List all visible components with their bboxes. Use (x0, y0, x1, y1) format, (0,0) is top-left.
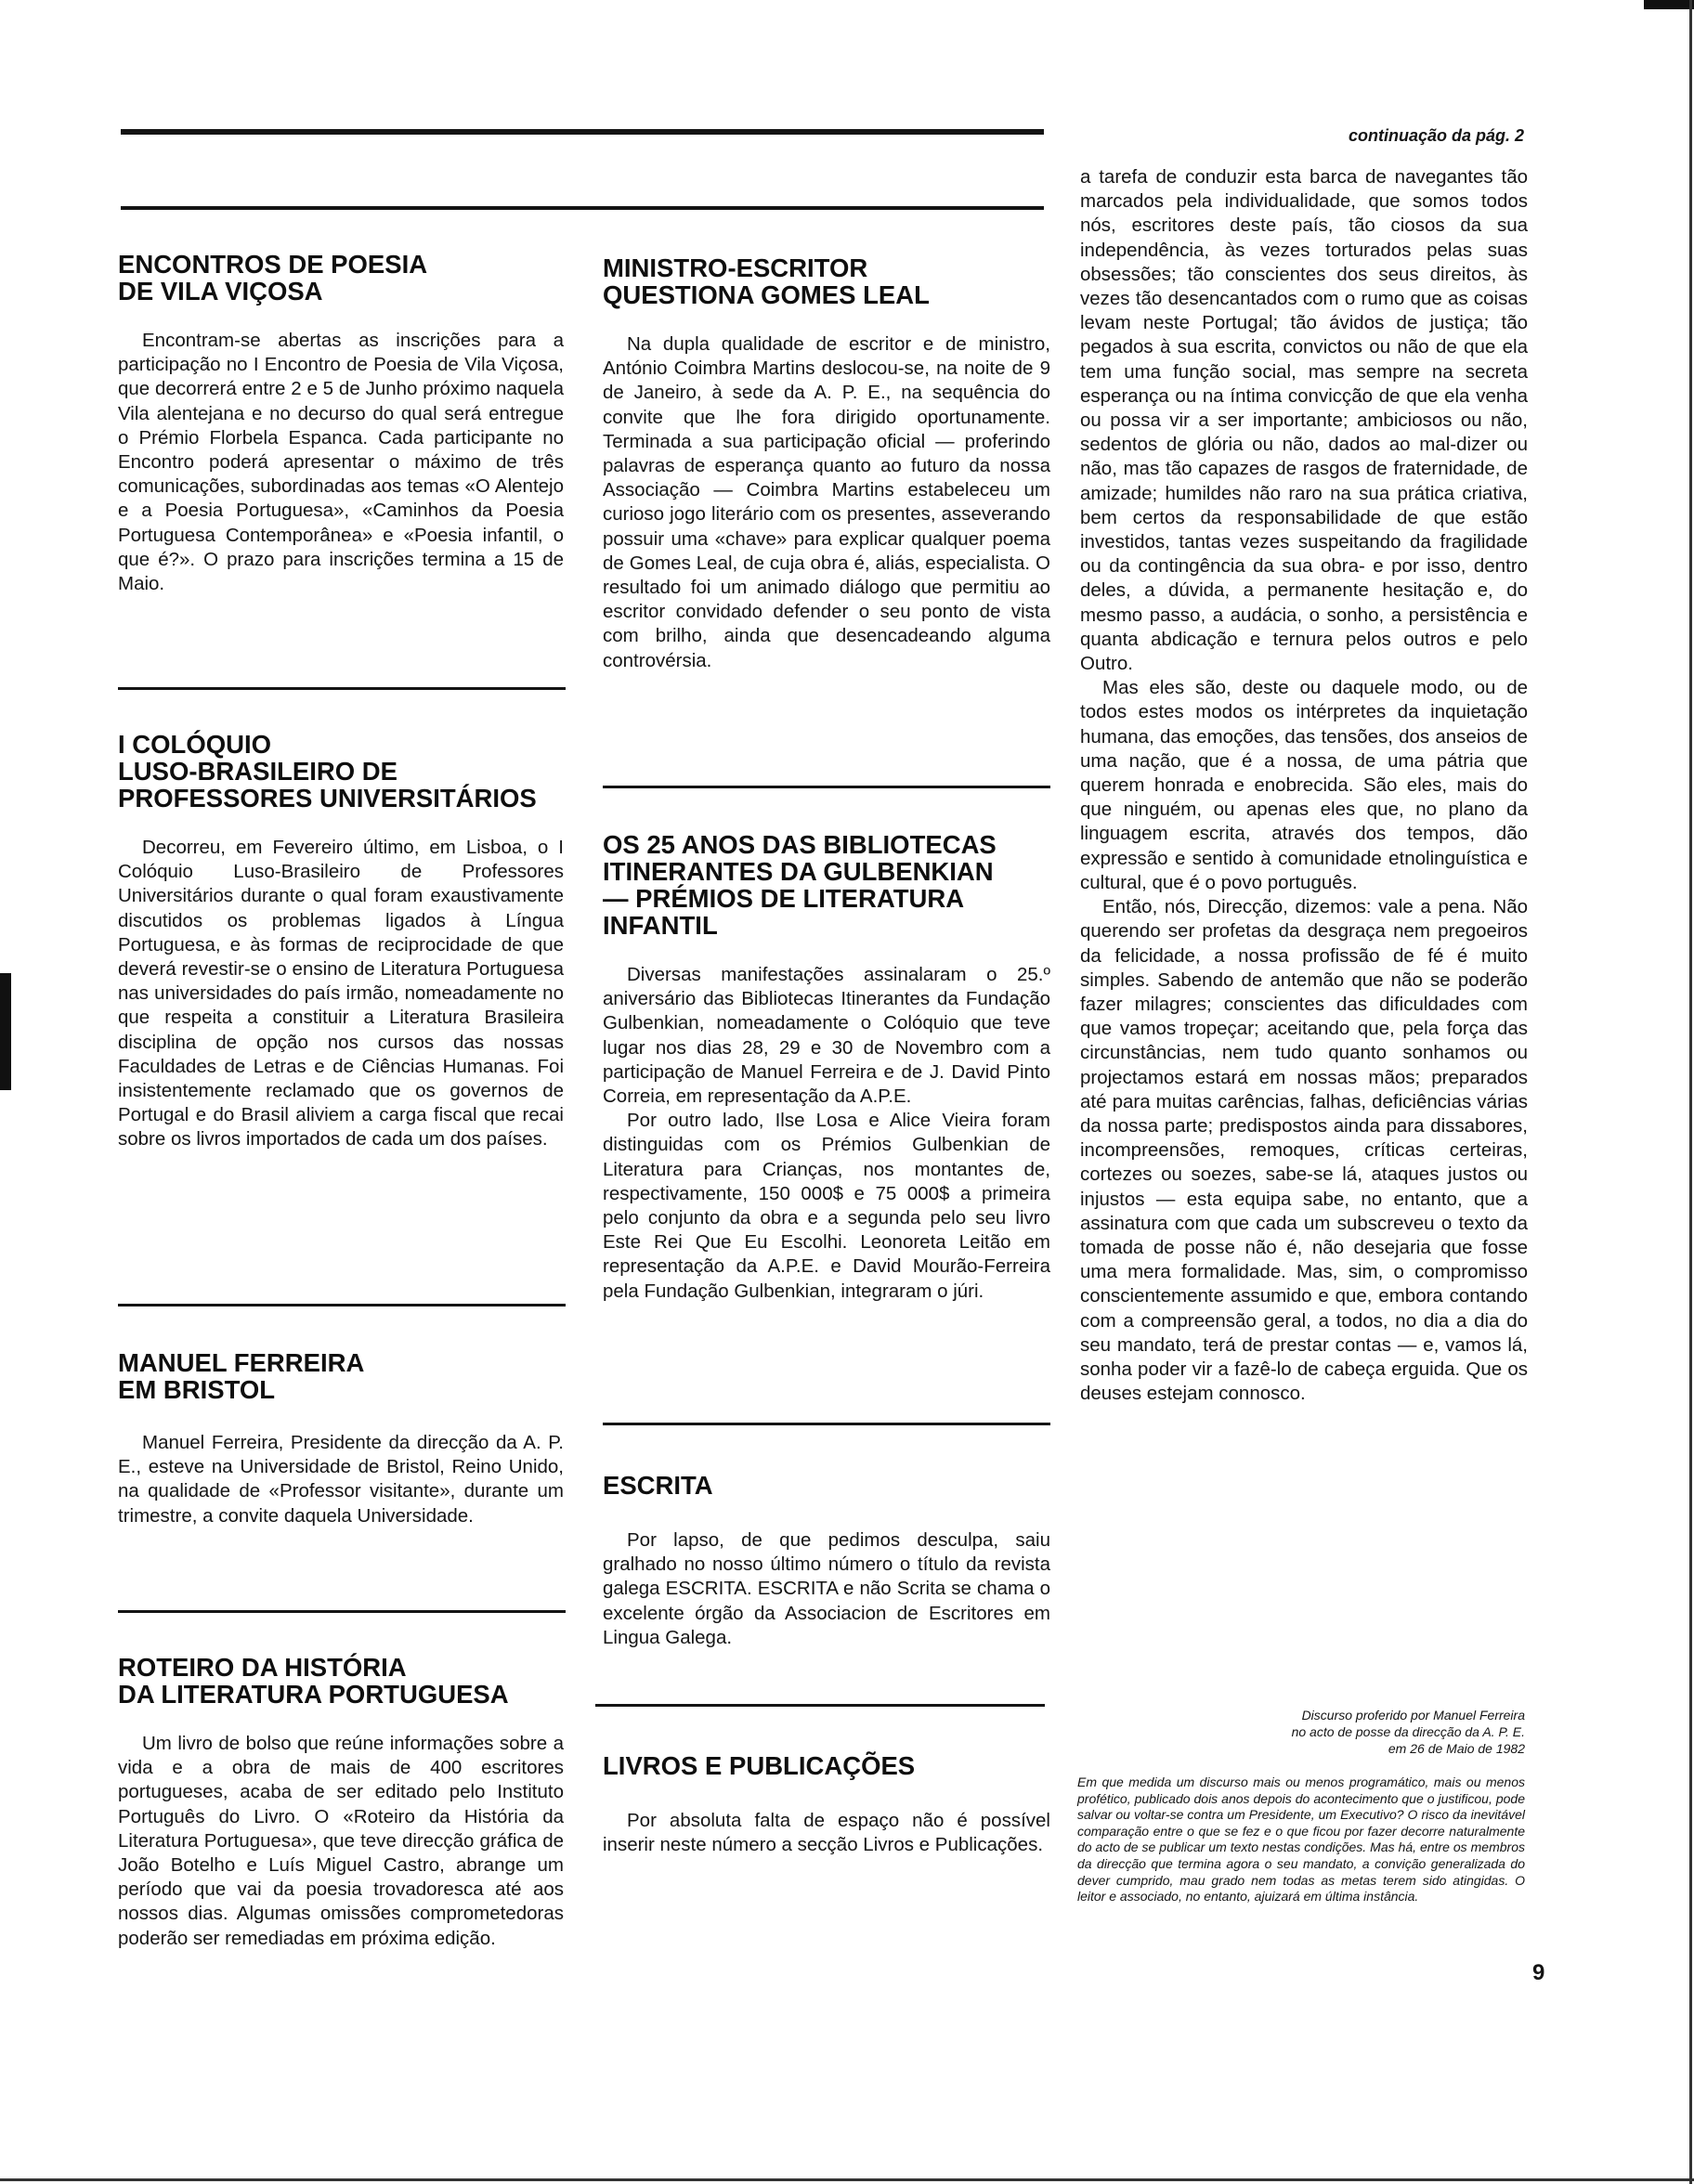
article-livros (603, 1752, 1050, 1857)
page-number: 9 (1532, 1960, 1545, 1985)
article-title: MANUEL FERREIRA EM BRISTOL (118, 1348, 365, 1404)
article-paragraph: Por absoluta falta de espaço não é possível inserir neste número a secção Livros e Publicações. (603, 1810, 1050, 1856)
divider (603, 1423, 1050, 1425)
continuation-paragraph: a tarefa de conduzir esta barca de navegantes tão marcados pela individualidade, que somos todos nós, escritores deste país, tão ciosos da sua independência, às vezes torturados pelas suas obsessões; tão conscientes dos seus direitos, às vezes tão desencantados com o rumo que as coisas levam neste Portugal; tão ávidos de justiça; tão pegados à sua escrita, convictos ou não de que ela tem uma função social, mas sempre na secreta esperança ou na íntima convicção de que ela venha ou possa vir a ser importante; ambiciosos ou não, sedentos de glória ou não, dados ao mal-dizer ou não, mas tão capazes de rasgos de fraternidade, de amizade; humildes não raro na sua prática criativa, bem certos da responsabilidade de que estão investidos, tantas vezes suspeitando da fragilidade ou da contingência da sua obra- e por isso, dentro deles, a dúvida, a permanente hesitação e, do mesmo passo, a audácia, o sonho, a persistência e quanta abdicação e ternura pelos outros e pelo Outro. (1080, 166, 1528, 675)
top-rule (121, 129, 1044, 135)
article-paragraph: Na dupla qualidade de escritor e de ministro, António Coimbra Martins deslocou-se, na noite de 9 de Janeiro, à sede da A. P. E., na sequência do convite que lhe fora dirigido oportunamente. Terminada a sua participação oficial — proferindo palavras de esperança quanto ao futuro da nossa Associação — Coimbra Martins estabeleceu um curioso jogo literário com os presentes, asseverando possuir uma «chave» para explicar qualquer poema de Gomes Leal, de cuja obra é, aliás, especialista. O resultado foi um animado diálogo que permitiu ao escritor convidado defender o seu ponto de vista com brilho, ainda que desencadeando alguma controvérsia. (603, 333, 1050, 671)
article-roteiro (118, 1654, 564, 1951)
corner-mark (1644, 0, 1694, 9)
divider (118, 1304, 566, 1306)
article-paragraph: Diversas manifestações assinalaram o 25.º aniversário das Bibliotecas Itinerantes da Fundação Gulbenkian, nomeadamente o Colóquio que teve lugar nos dias 28, 29 e 30 de Novembro com a participação de Manuel Ferreira e de J. David Pinto Correia, em representação da A.P.E. (603, 964, 1050, 1108)
page-edge-bottom (0, 2178, 1694, 2181)
continuation-paragraph: Mas eles são, deste ou daquele modo, ou de todos estes modos os intérpretes da inquietação humana, das emoções, das tensões, dos anseios de uma nação, que é a nossa, de uma pátria que querem honrada e enobrecida. São eles, mais do que ninguém, ou apenas eles que, no plano da linguagem escrita, através dos tempos, dão expressão e sentido à comunidade etnolinguística e cultural, que é o povo português. (1080, 677, 1528, 893)
continuation-label: continuação da pág. 2 (1348, 126, 1524, 145)
article-title: ROTEIRO DA HISTÓRIA DA LITERATURA PORTUGUESA (118, 1653, 509, 1709)
divider (603, 786, 1050, 788)
second-rule (121, 206, 1044, 210)
continuation-column (1080, 165, 1528, 1406)
speech-signature: Discurso proferido por Manuel Ferreira no acto de posse da direcção da A. P. E. em 26 de Maio de 1982 (1291, 1708, 1525, 1756)
article-coloquio (118, 731, 564, 1152)
article-bibliotecas (603, 831, 1050, 1304)
divider (595, 1704, 1045, 1707)
divider (118, 687, 566, 690)
article-paragraph: Decorreu, em Fevereiro último, em Lisboa, o I Colóquio Luso-Brasileiro de Professores Universitários durante o qual foram exaustivamente discutidos os problemas ligados à Língua Portuguesa, e às formas de reciprocidade de que deverá revestir-se o ensino de Literatura Portuguesa nas universidades do país irmão, nomeadamente no que respeita a constituir a Literatura Brasileira disciplina de opção nos cursos das nossas Faculdades de Letras e de Ciências Humanas. Foi insistentemente reclamado que os governos de Portugal e do Brasil aliviem a carga fiscal que recai sobre os livros importados de cada um dos países. (118, 837, 564, 1150)
article-title: LIVROS E PUBLICAÇÕES (603, 1751, 916, 1780)
editorial-note: Em que medida um discurso mais ou menos programático, mais ou menos profético, publicado dois anos depois do acontecimento que o justificou, pode salvar ou voltar-se contra um Presidente, um Executivo? O risco da inevitável comparação entre o que se fez e o que ficou por fazer decorre naturalmente do acto de se publicar um texto nestas condições. Mas há, entre os membros da direcção que termina agora o seu mandato, a convição generalizada do dever cumprido, mau grado nem todas as metas terem sido atingidas. O leitor e associado, no entanto, ajuizará em última instância. (1077, 1774, 1525, 1904)
article-paragraph: Manuel Ferreira, Presidente da direcção da A. P. E., esteve na Universidade de Bristol, Reino Unido, na qualidade de «Professor visitante», durante um trimestre, a convite daquela Universidade. (118, 1432, 564, 1527)
page-edge-right (1689, 0, 1692, 2184)
article-title: MINISTRO-ESCRITOR QUESTIONA GOMES LEAL (603, 254, 930, 309)
article-paragraph: Encontram-se abertas as inscrições para a participação no I Encontro de Poesia de Vila Viçosa, que decorrerá entre 2 e 5 de Junho próximo naquela Vila alentejana e no decurso do qual será entregue o Prémio Florbela Espanca. Cada participante no Encontro poderá apresentar o máximo de três comunicações, subordinadas aos temas «O Alentejo e a Poesia Portuguesa», «Caminhos da Poesia Portuguesa Contemporânea» e «Poesia infantil, o que é?». O prazo para inscrições termina a 15 de Maio. (118, 330, 564, 595)
continuation-paragraph: Então, nós, Direcção, dizemos: vale a pena. Não querendo ser profetas da desgraça nem pregoeiros da felicidade, a nossa profissão de fé é muito simples. Sabendo de antemão que não se poderão fazer milagres; conscientes das dificuldades com que vamos tropeçar; aceitando que, pela força das circunstâncias, nem tudo quanto sonhamos ou projectamos estará em nossas mãos; preparados até para muitas carências, falhas, deficiências várias da nossa parte; predispostos ainda para dissabores, incompreensões, remoques, críticas certeiras, cortezes ou soezes, sabe-se lá, ataques justos ou injustos — esta equipa sabe, no entanto, que a assinatura com que cada um subscreveu o texto da tomada de posse não é, não desejaria que fosse uma mera formalidade. Mas, sim, o compromisso conscientemente assumido e que, embora contando com a compreensão geral, a todos, no dia a dia do seu mandato, terá de prestar contas — e, vamos lá, sonha poder vir a fazê-lo de cabeça erguida. Que os deuses estejam connosco. (1080, 896, 1528, 1405)
article-paragraph: Por outro lado, Ilse Losa e Alice Vieira foram distinguidas com os Prémios Gulbenkian de Literatura para Crianças, nos montantes de, respectivamente, 150 000$ e 75 000$ a primeira pelo conjunto da obra e a segunda pelo seu livro Este Rei Que Eu Escolhi. Leonoreta Leitão em representação da A.P.E. e David Mourão-Ferreira pela Fundação Gulbenkian, integraram o júri. (603, 1110, 1050, 1302)
article-title: ESCRITA (603, 1471, 713, 1500)
article-title: I COLÓQUIO LUSO-BRASILEIRO DE PROFESSORES UNIVERSITÁRIOS (118, 730, 537, 812)
article-title: OS 25 ANOS DAS BIBLIOTECAS ITINERANTES DA GULBENKIAN — PRÉMIOS DE LITERATURA INFANTIL (603, 830, 997, 940)
article-title: ENCONTROS DE POESIA DE VILA VIÇOSA (118, 250, 428, 306)
binding-mark (0, 973, 11, 1090)
article-paragraph: Por lapso, de que pedimos desculpa, saiu gralhado no nosso último número o título da revista galega ESCRITA. ESCRITA e não Scrita se chama o excelente órgão da Associacion de Escritores em Lingua Galega. (603, 1529, 1050, 1648)
article-escrita (603, 1472, 1050, 1650)
article-paragraph: Um livro de bolso que reúne informações sobre a vida e a obra de mais de 400 escritores portugueses, acaba de ser editado pelo Instituto Português do Livro. O «Roteiro da História da Literatura Portuguesa», que teve direcção gráfica de João Botelho e Luís Miguel Castro, abrange um período que vai da poesia trovadoresca até aos nossos dias. Algumas omissões comprometedoras poderão ser remediadas em próxima edição. (118, 1733, 564, 1949)
article-ministro (603, 254, 1050, 673)
divider (118, 1610, 566, 1613)
article-encontros (118, 251, 564, 596)
article-manuel (118, 1349, 564, 1528)
